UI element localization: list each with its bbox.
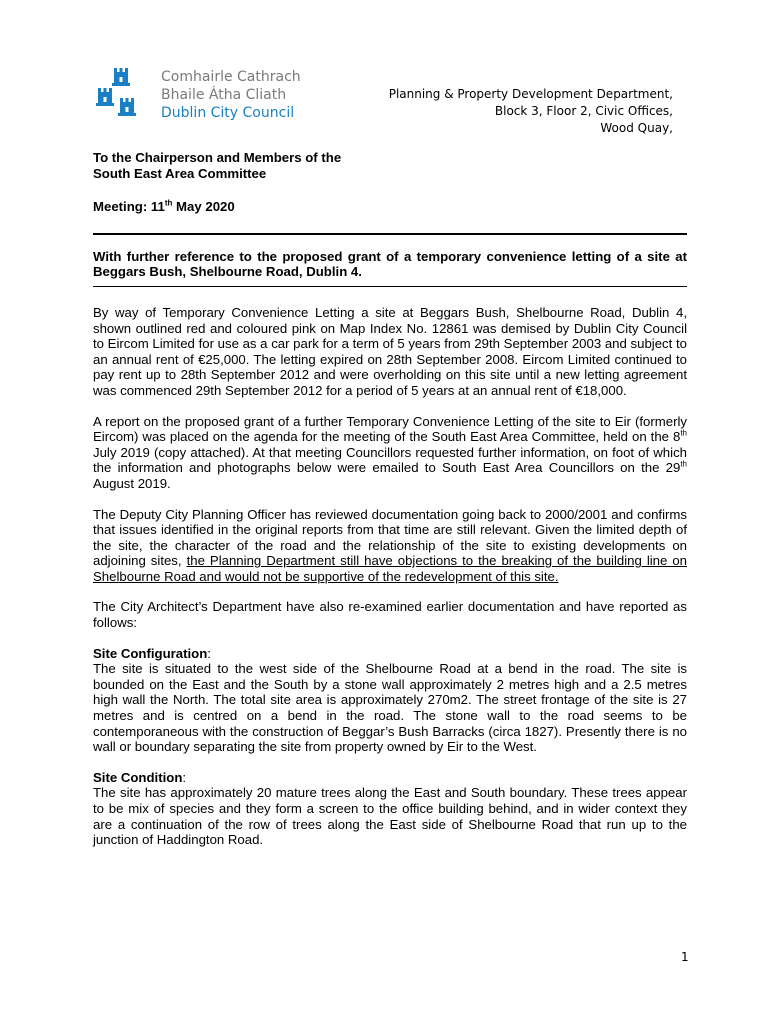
castles-icon bbox=[92, 66, 152, 122]
divider-rule bbox=[93, 233, 687, 235]
page-number: 1 bbox=[681, 950, 689, 964]
address-line-3: Wood Quay, bbox=[600, 121, 673, 135]
recipient-line-2: South East Area Committee bbox=[93, 165, 267, 181]
site-configuration-text: The site is situated to the west side of the Shelbourne Road at a bend in the road. The site is bounded on the East and the South by a stone wall approximately 2 metres high and a 2.5 metres high wall the North. The total site area is approximately 270m2. The street frontage of the site is 27 metres and is centred on a bend in the road. The stone wall to the road seems to be contemporaneous with the construction of Beggar’s Bush Barracks (circa 1827). Presently there is no wall or boundary separating the site from property owned by Eir to the West. bbox=[93, 661, 687, 755]
letter-body bbox=[93, 150, 687, 848]
paragraph-planning-review: The Deputy City Planning Officer has reviewed documentation going back to 2000/2001 and confirms that issues identified in the original reports from that time are still relevant. Given the limited depth of the site, the character of the road and the relationship of the site to existing developments on adjoining sites, the Planning Department still have objections to the breaking of the building line on Shelbourne Road and would not be supportive of the redevelopment of this site. bbox=[93, 506, 688, 584]
paragraph-city-architect: The City Architect’s Department have also re-examined earlier documentation and have reported as follows: bbox=[93, 599, 687, 631]
site-condition-text: The site has approximately 20 mature trees along the East and South boundary. These trees appear to be mix of species and they form a screen to the office building behind, and in wider context they are a continuation of the row of trees along the East side of Shelbourne Road that run up to the junction of Haddington Road. bbox=[93, 785, 687, 848]
recipient-line-1: To the Chairperson and Members of the bbox=[93, 150, 342, 165]
logo-line-irish-2: Bhaile Átha Cliath bbox=[161, 87, 287, 103]
address-line-2: Block 3, Floor 2, Civic Offices, bbox=[494, 104, 673, 118]
logo-line-english: Dublin City Council bbox=[161, 105, 295, 121]
council-logo bbox=[92, 66, 302, 122]
address-line-1: Planning & Property Development Department, bbox=[388, 87, 673, 101]
address-line-clipped bbox=[389, 137, 673, 141]
paragraph-letting-history: By way of Temporary Convenience Letting a site at Beggars Bush, Shelbourne Road, Dublin 4, shown outlined red and coloured pink on Map Index No. 12861 was demised by Dublin City Council to Eircom Limited for use as a car park for a term of 5 years from 29th September 2003 and subject to an annual rent of €25,000. The letting expired on 28th September 2008. Eircom Limited continued to pay rent up to 28th September 2012 and were overholding on this site until a new letting agreement was commenced 29th September 2012 for a period of 5 years at an annual rent of €18,000. bbox=[93, 304, 687, 398]
subject-underline bbox=[93, 286, 687, 287]
paragraph-committee-report: A report on the proposed grant of a further Temporary Convenience Letting of the site to Eir (formerly Eircom) was placed on the agenda for the meeting of the South East Area Committee, held on the 8th July 2019 (copy attached). At that meeting Councillors requested further information, on foot of which the information and photographs below were emailed to South East Area Councillors on the 29th August 2019. bbox=[93, 413, 687, 491]
logo-line-irish-1: Comhairle Cathrach bbox=[161, 69, 301, 85]
subject-heading: With further reference to the proposed grant of a temporary convenience letting of a site at Beggars Bush, Shelbourne Road, Dublin 4. bbox=[93, 248, 687, 280]
site-condition-heading: Site Condition: bbox=[93, 769, 187, 785]
meeting-date: Meeting: 11th May 2020 bbox=[93, 198, 235, 215]
sender-address bbox=[389, 86, 673, 141]
site-configuration-heading: Site Configuration: bbox=[93, 645, 211, 661]
planning-objection-underlined: the Planning Department still have objections to the breaking of the building line on Shelbourne Road and would not be supportive of the redevelopment of this site. bbox=[93, 553, 688, 584]
